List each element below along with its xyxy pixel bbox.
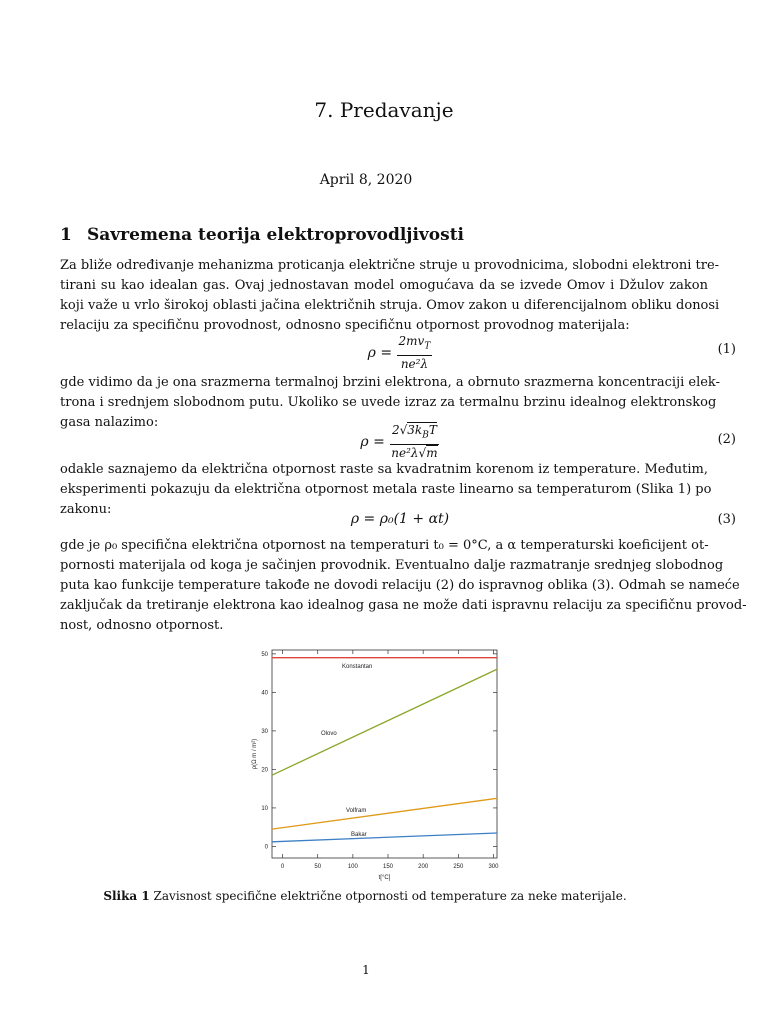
- eq2-num-radicand: 3k: [407, 423, 423, 437]
- eq1-numerator: 2mv: [398, 334, 425, 348]
- page-number: 1: [362, 963, 370, 977]
- y-tick-label: 20: [261, 767, 268, 774]
- eq2-number: (2): [717, 432, 736, 447]
- text-line: odakle saznajemo da električna otpornost raste sa kvadratnim korenom iz temperature. Međutim,: [60, 462, 708, 477]
- series-line-bakar: [272, 833, 497, 842]
- text-line: Za bliže određivanje mehanizma proticanja električne struje u provodnicima, slobodni elektroni tre-: [60, 258, 720, 273]
- section-title: Savremena teorija elektroprovodljivosti: [87, 225, 465, 245]
- x-tick-label: 250: [453, 864, 464, 870]
- caption-label: Slika 1: [103, 889, 150, 903]
- eq2-num-coef: 2: [392, 423, 400, 437]
- caption-text: Zavisnost specifične električne otpornosti od temperature za neke materijale.: [149, 889, 627, 903]
- eq2-num-post: T: [428, 423, 437, 437]
- eq3-expression: ρ = ρ₀(1 + αt): [350, 511, 450, 527]
- x-tick-label: 150: [383, 864, 394, 870]
- figure-caption: [0, 889, 730, 903]
- text-line: gde vidimo da je ona srazmerna termalnoj brzini elektrona, a obrnuto srazmerna koncentraciji elek-: [60, 375, 720, 390]
- x-tick-label: 200: [418, 864, 429, 870]
- eq1-subscript: T: [424, 341, 431, 352]
- text-line: gde je ρ₀ specifična električna otpornost na temperaturi t₀ = 0°C, a α temperaturski koeficijent ot-: [60, 538, 709, 553]
- eq1-number: (1): [717, 342, 736, 357]
- eq2-den-main: ne²λ: [391, 446, 419, 461]
- plot-frame: [272, 650, 497, 858]
- series-line-volfram: [272, 798, 497, 829]
- series-label-olovo: Olovo: [321, 731, 337, 737]
- text-line: nost, odnosno otpornost.: [60, 618, 224, 633]
- x-tick-label: 0: [280, 864, 285, 870]
- section-number: 1: [60, 225, 72, 245]
- x-axis-label: t[°C]: [378, 875, 391, 881]
- eq1-lhs: ρ =: [367, 345, 393, 362]
- text-line: puta kao funkcije temperature takođe ne dovodi relaciju (2) do ispravnog oblika (3). Odmah se nameće: [60, 578, 740, 593]
- text-line: zaključak da tretiranje elektrona kao idealnog gasa ne može dati ispravnu relaciju za specifičnu provod-: [60, 598, 747, 613]
- y-tick-label: 0: [264, 844, 268, 851]
- eq2-lhs: ρ =: [360, 434, 385, 451]
- eq2-fraction: $\frac{2√3k_BT}{\text{ne²λ√m}}$: [391, 423, 438, 461]
- eq3-number: (3): [717, 512, 736, 527]
- series-line-olovo: [272, 669, 497, 775]
- text-line: relaciju za specifičnu provodnost, odnosno specifičnu otpornost provodnog materijala:: [60, 318, 630, 333]
- text-line: zakonu:: [60, 502, 112, 517]
- text-line: pornosti materijala od koga je sačinjen provodnik. Eventualno dalje razmatranje srednjeg slobodnog: [60, 558, 724, 573]
- text-line: koji važe u vrlo širokoj oblasti jačina električnih struja. Omov zakon u diferencijalnom obliku donosi: [60, 298, 720, 313]
- page-title: 7. Predavanje: [314, 98, 454, 122]
- y-axis-label: ρ(Ω m / m²): [252, 738, 258, 770]
- eq2-den-radicand: m: [426, 446, 438, 461]
- y-tick-label: 10: [261, 805, 268, 812]
- eq2-subscript: B: [422, 430, 429, 441]
- x-tick-label: 100: [347, 864, 358, 870]
- text-line: eksperimenti pokazuju da električna otpornost metala raste linearno sa temperaturom (Slika 1) po: [60, 482, 712, 497]
- series-label-konstantan: Konstantan: [342, 664, 373, 670]
- x-tick-label: 50: [314, 864, 322, 870]
- y-tick-label: 40: [261, 690, 268, 697]
- text-line: trona i srednjem slobodnom putu. Ukoliko se uvede izraz za termalnu brzinu idealnog elektronskog: [60, 395, 717, 410]
- x-tick-label: 300: [488, 864, 499, 870]
- eq1-denominator: ne²λ: [400, 357, 429, 372]
- y-tick-label: 50: [261, 651, 268, 658]
- date: April 8, 2020: [319, 172, 413, 188]
- text-line: gasa nalazimo:: [60, 415, 159, 430]
- series-label-volfram: Volfram: [346, 808, 367, 814]
- text-line: tirani su kao idealan gas. Ovaj jednostavan model omogućava da se izvede Omov i Džulov zakon: [60, 278, 708, 293]
- series-label-bakar: Bakar: [351, 832, 367, 838]
- y-tick-label: 30: [261, 728, 268, 735]
